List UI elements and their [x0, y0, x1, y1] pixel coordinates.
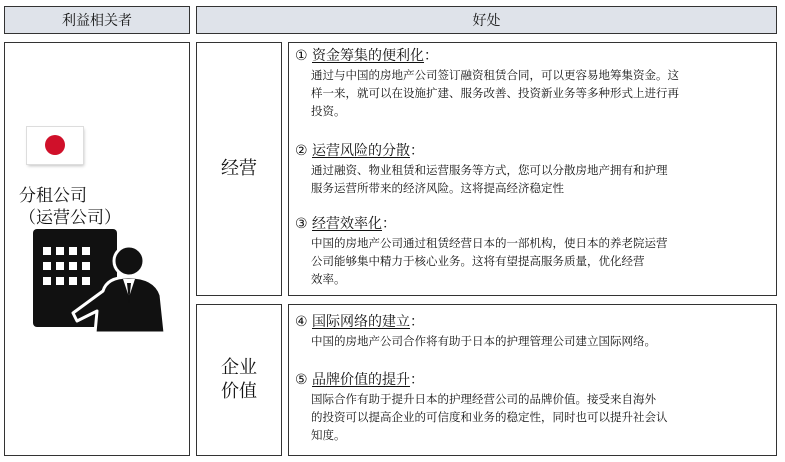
- description-line: 国际合作有助于提升日本的护理经营公司的品牌价值。接受来自海外: [311, 392, 656, 406]
- benefit-item: [295, 215, 770, 288]
- description-line: 样一来，就可以在设施扩建、服务改善、投资新业务等多种形式上进行再: [311, 86, 679, 100]
- stakeholder-name: [19, 185, 121, 229]
- benefit-description: [311, 161, 770, 197]
- benefit-title-text: 品牌价值的提升: [312, 372, 411, 388]
- benefit-colon: ：: [424, 48, 439, 64]
- benefit-number: ③: [295, 216, 308, 232]
- benefit-title-text: 经营效率化: [312, 216, 383, 232]
- businessman-building-icon: [31, 225, 171, 337]
- benefit-item: [295, 47, 770, 120]
- category-label-line2: 价值: [221, 381, 257, 402]
- benefit-number: ⑤: [295, 372, 308, 388]
- stakeholder-header-label: 利益相关者: [62, 13, 132, 29]
- category-management: [196, 42, 282, 296]
- description-line: 的投资可以提高企业的可信度和业务的稳定性，同时也可以提升社会认: [311, 410, 668, 424]
- benefit-colon: ：: [382, 216, 397, 232]
- benefits-column-header: [196, 6, 777, 34]
- benefit-item: [295, 142, 770, 197]
- corporate-value-benefits: [288, 304, 777, 456]
- description-line: 公司能够集中精力于核心业务。这将有望提高服务质量，优化经营: [311, 254, 645, 268]
- category-corporate-value: [196, 304, 282, 456]
- benefit-description: [311, 390, 770, 444]
- benefit-colon: ：: [410, 314, 425, 330]
- benefit-item: [295, 313, 770, 350]
- description-line: 中国的房地产公司合作将有助于日本的护理管理公司建立国际网络。: [311, 334, 656, 348]
- stakeholder-name-line2: （运营公司）: [19, 208, 121, 228]
- stakeholder-column-header: [4, 6, 190, 34]
- category-label-line1: 企业: [221, 356, 257, 378]
- benefit-title: [295, 371, 770, 389]
- benefit-title: [295, 215, 770, 233]
- description-line: 通过融资、物业租赁和运营服务等方式，您可以分散房地产拥有和护理: [311, 163, 668, 177]
- benefit-title: [295, 47, 770, 65]
- description-line: 投资。: [311, 104, 346, 118]
- description-line: 知度。: [311, 428, 346, 442]
- benefit-title-text: 资金筹集的便利化: [312, 48, 425, 64]
- benefit-colon: ：: [410, 372, 425, 388]
- benefit-description: [311, 332, 770, 350]
- description-line: 通过与中国的房地产公司签订融资租赁合同，可以更容易地筹集资金。这: [311, 68, 679, 82]
- stakeholder-name-line1: 分租公司: [19, 186, 87, 206]
- benefit-item: [295, 371, 770, 444]
- category-label: [221, 356, 257, 405]
- category-label: 经营: [221, 157, 257, 179]
- benefit-title: [295, 142, 770, 160]
- benefit-title-text: 国际网络的建立: [312, 314, 411, 330]
- benefit-title: [295, 313, 770, 331]
- benefit-description: [311, 234, 770, 288]
- benefit-number: ④: [295, 314, 308, 330]
- japan-flag-icon: [27, 127, 83, 164]
- management-benefits: [288, 42, 777, 296]
- description-line: 中国的房地产公司通过租赁经营日本的一部机构，使日本的养老院运营: [311, 236, 668, 250]
- benefit-colon: ：: [410, 143, 425, 159]
- description-line: 效率。: [311, 272, 346, 286]
- stakeholder-cell: [4, 42, 190, 456]
- benefit-number: ②: [295, 143, 308, 159]
- description-line: 服务运营所带来的经济风险。这将提高经济稳定性: [311, 181, 564, 195]
- benefit-number: ①: [295, 48, 308, 64]
- benefits-header-label: 好处: [472, 13, 501, 29]
- benefit-title-text: 运营风险的分散: [312, 143, 411, 159]
- benefit-description: [311, 66, 770, 120]
